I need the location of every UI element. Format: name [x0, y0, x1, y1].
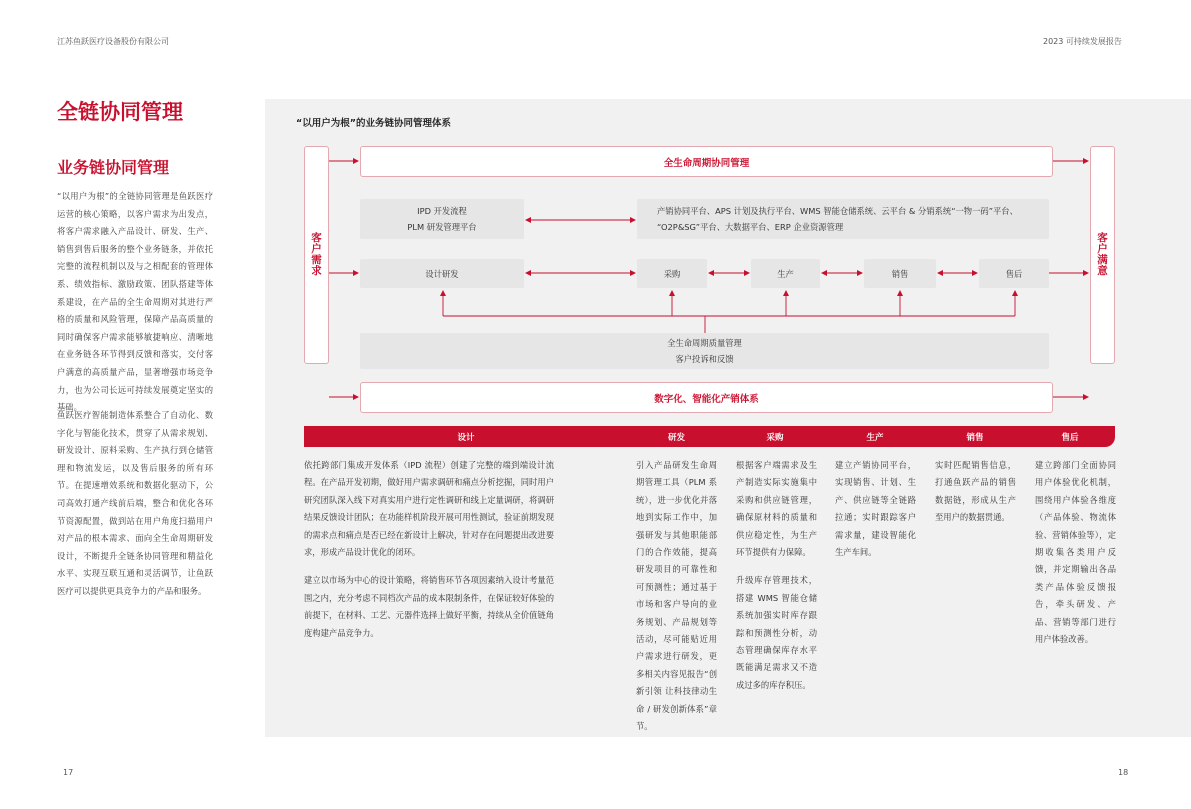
- stage-sales-label: 销售: [891, 268, 909, 279]
- intro-paragraph: “以用户为根”的全链协同管理是鱼跃医疗运营的核心策略，以客户需求为出发点，将客户需求融入产品设计、研发、生产、销售到售后服务的整个业务链条，并依托完整的流程机制以及与之相配套的管理体系、绩效指标、激励政策、团队搭建等体系建设，在产品的全生命周期对其进行严格的质量和风险管理，保障产品高质量的同时确保客户需求能够敏捷响应、清晰地在业务链各环节得到反馈和落实，交付客户满意的高质量产品，显著增强市场竞争力，也为公司长远可持续发展奠定坚实的基础。: [57, 191, 213, 413]
- quality-line-2: 客户投诉和反馈: [675, 354, 734, 364]
- page-number-right: 18: [1118, 768, 1129, 777]
- stage-production-box: [751, 259, 820, 288]
- design-paragraph-1: 依托跨部门集成开发体系（IPD 流程）创建了完整的端到端设计流程。在产品开发初期，做好用户需求调研和痛点分析挖掘，同时用户研究团队深入线下对真实用户进行定性调研和线上定量调研，将调研结果反馈设计团队；在功能样机阶段开展可用性测试，验证前期发现的需求点和痛点是否已经在新设计上解决，针对存在问题提出改进要求，形成产品设计优化的闭环。: [304, 460, 554, 558]
- design-paragraph-2: 建立以市场为中心的设计策略，将销售环节各项因素纳入设计考量范围之内，充分考虑不同档次产品的成本限制条件，在保证较好体验的前提下，在材料、工艺、元器件选择上做好平衡，持续从全价值链角度构建产品竞争力。: [304, 575, 554, 638]
- aftersales-column: [1035, 457, 1116, 648]
- stage-design-box: [360, 259, 524, 288]
- tab-production: 生产: [825, 426, 925, 447]
- platforms-box: [637, 199, 1049, 239]
- ipd-line-2: PLM 研发管理平台: [407, 222, 477, 232]
- page-title: 全链协同管理: [57, 100, 183, 124]
- purchase-column: [736, 457, 817, 694]
- diagram-title: “以用户为根”的业务链协同管理体系: [296, 118, 451, 129]
- customer-satisfaction-box: [1090, 146, 1115, 364]
- page-number-left: 17: [63, 768, 74, 777]
- stage-sales-box: [864, 259, 936, 288]
- customer-needs-label: 客户需求: [311, 232, 322, 277]
- stage-production-label: 生产: [777, 268, 794, 279]
- digital-system-box: [360, 382, 1053, 413]
- aftersales-paragraph: 建立跨部门全面协同用户体验优化机制，围绕用户体验各维度（产品体验、物流体验、营销体验等），定期收集各类用户反馈，并定期输出各品类产品体验反馈报告，牵头研发、产品、营销等部门进行用户体验改善。: [1035, 460, 1116, 645]
- tab-aftersales: 售后: [1025, 426, 1115, 447]
- production-paragraph: 建立产销协同平台，实现销售、计划、生产、供应链等全链路拉通；实时跟踪客户需求量，建设智能化生产车间。: [835, 460, 916, 558]
- purchase-paragraph-2: 升级库存管理技术，搭建 WMS 智能仓储系统加强实时库存跟踪和预测性分析，动态管理确保库存水平既能满足需求又不造成过多的库存积压。: [736, 575, 817, 690]
- sales-column: [935, 457, 1016, 527]
- digital-system-label: 数字化、智能化产销体系: [654, 393, 759, 405]
- ipd-box: [360, 199, 524, 239]
- stage-aftersales-label: 售后: [1005, 268, 1023, 279]
- stage-purchase-box: [637, 259, 707, 288]
- header-report-title: 2023 可持续发展报告: [1043, 37, 1122, 46]
- customer-needs-box: [304, 146, 329, 364]
- header-company: 江苏鱼跃医疗设备股份有限公司: [57, 37, 169, 46]
- production-column: [835, 457, 916, 561]
- design-column: [304, 457, 554, 642]
- quality-box: [360, 333, 1049, 369]
- purchase-paragraph-1: 根据客户端需求及生产制造实际实施集中采购和供应链管理，确保原材料的质量和供应稳定性，为生产环节提供有力保障。: [736, 460, 817, 558]
- section-subtitle: 业务链协同管理: [57, 158, 170, 177]
- quality-line-1: 全生命周期质量管理: [667, 338, 742, 348]
- platforms-line-1: 产销协同平台、APS 计划及执行平台、WMS 智能仓储系统、云平台 & 分销系统“一物一码”平台、: [657, 206, 1018, 216]
- tab-purchase: 采购: [725, 426, 825, 447]
- rd-column: [636, 457, 717, 736]
- manufacturing-paragraph: 鱼跃医疗智能制造体系整合了自动化、数字化与智能化技术，贯穿了从需求规划、研发设计、原料采购、生产执行到仓储管理和物流发运，以及售后服务的所有环节。在提速增效系统和数据化驱动下，公司高效打通产线前后端，整合和优化各环节资源配置，做到站在用户角度扫描用户对产品的根本需求、面向全生命周期研发设计，不断提升全链条协同管理和精益化水平、实现互联互通和灵活调节，让鱼跃医疗可以提供更具竞争力的产品和服务。: [57, 410, 213, 596]
- stage-purchase-label: 采购: [663, 268, 681, 279]
- tab-design: 设计: [304, 426, 628, 447]
- customer-satisfaction-label: 客户满意: [1097, 232, 1108, 277]
- ipd-line-1: IPD 开发流程: [417, 206, 467, 216]
- stage-aftersales-box: [979, 259, 1049, 288]
- lifecycle-collab-label: 全生命周期协同管理: [663, 157, 750, 169]
- stage-design-label: 设计研发: [425, 268, 459, 279]
- tab-sales: 销售: [925, 426, 1025, 447]
- rd-paragraph: 引入产品研发生命周期管理工具（PLM 系统），进一步优化并落地到实际工作中，加强研发与其他职能部门的合作效能，提高研发项目的可靠性和可预测性；通过基于市场和客户导向的业务规划、产品规划等活动，尽可能贴近用户需求进行研发，更多相关内容见报告“创新引领 让科技律动生命 / 研发创新体系”章节。: [636, 460, 717, 732]
- platforms-line-2: “O2P&SG”平台、大数据平台、ERP 企业资源管理: [657, 222, 844, 232]
- sales-paragraph: 实时匹配销售信息，打通鱼跃产品的销售数据链，形成从生产至用户的数据贯通。: [935, 460, 1016, 523]
- lifecycle-collab-box: [360, 146, 1053, 177]
- tab-rd: 研发: [628, 426, 725, 447]
